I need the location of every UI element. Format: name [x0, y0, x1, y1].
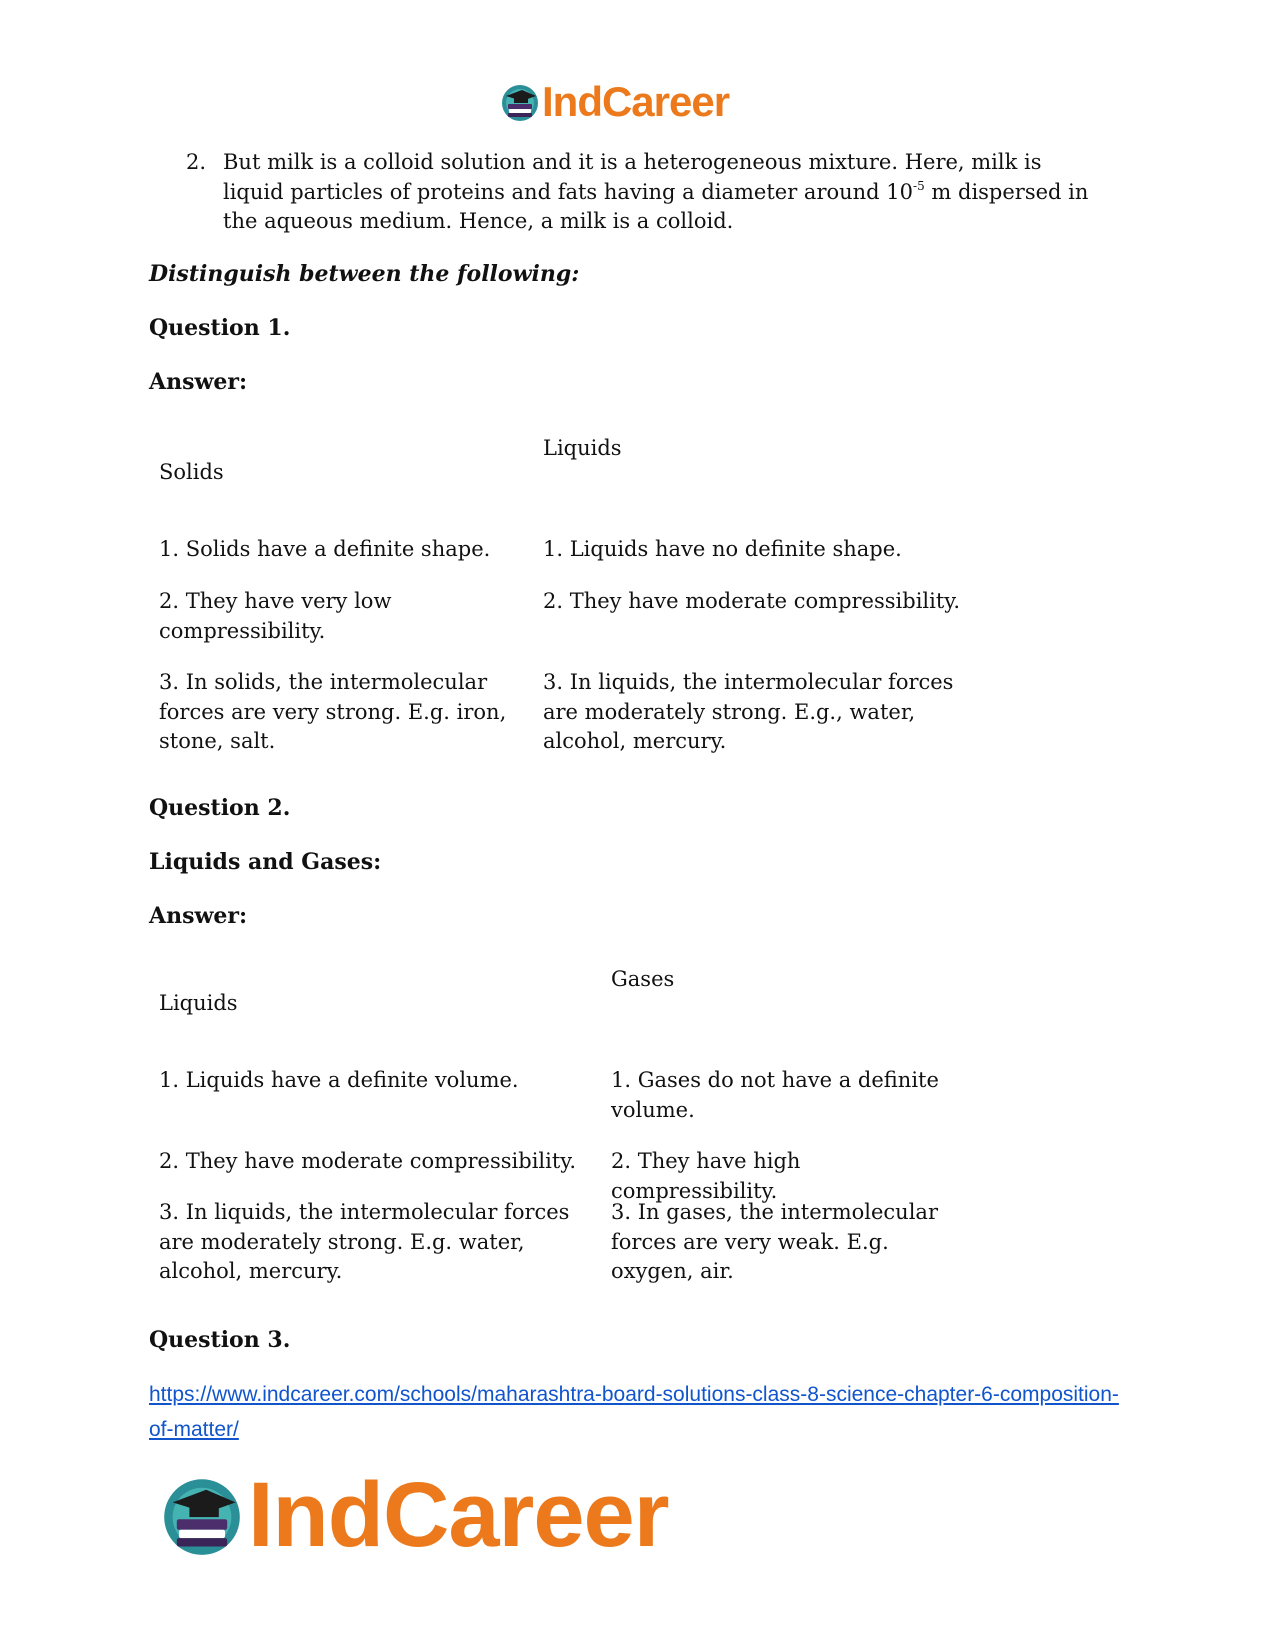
section-heading: Distinguish between the following: [149, 261, 580, 287]
table-cell: 2. They have moderate compressibility. [159, 1149, 577, 1173]
intro-list-item [186, 148, 1106, 237]
question-2-label: Question 2. [149, 795, 291, 821]
table-header-gases: Gases [611, 967, 675, 991]
table-cell: 3. In liquids, the intermolecular forces are moderately strong. E.g. water, alcohol, mercury. [159, 1200, 570, 1283]
question-2-answer-label: Answer: [149, 903, 248, 929]
table-cell: 3. In liquids, the intermolecular forces are moderately strong. E.g., water, alcohol, mercury. [543, 670, 954, 753]
question-3-label: Question 3. [149, 1327, 291, 1353]
table-cell: 2. They have moderate compressibility. [543, 589, 961, 613]
question-1-answer-label: Answer: [149, 369, 248, 395]
brand-name: IndCareer [542, 78, 730, 125]
table-header-liquids: Liquids [543, 436, 622, 460]
table-cell: 1. Liquids have no definite shape. [543, 537, 902, 561]
list-number: 2. [186, 150, 207, 174]
header-logo [500, 78, 729, 126]
source-link[interactable]: https://www.indcareer.com/schools/maharashtra-board-solutions-class-8-science-chapter-6-composition-of-matter/ [149, 1383, 1119, 1441]
table-cell: 2. They have high compressibility. [611, 1149, 801, 1203]
question-2-title: Liquids and Gases: [149, 849, 382, 875]
graduate-books-icon [160, 1473, 244, 1557]
table-cell: 3. In gases, the intermolecular forces are very weak. E.g. oxygen, air. [611, 1200, 938, 1283]
table-cell: 1. Solids have a definite shape. [159, 537, 491, 561]
table-cell: 1. Gases do not have a definite volume. [611, 1068, 939, 1122]
footer-logo [160, 1465, 669, 1565]
table-header-liquids: Liquids [159, 991, 238, 1015]
table-cell: 3. In solids, the intermolecular forces are very strong. E.g. iron, stone, salt. [159, 670, 507, 753]
table-cell: 2. They have very low compressibility. [159, 589, 392, 643]
graduate-books-icon [500, 82, 540, 122]
question-1-label: Question 1. [149, 315, 291, 341]
table-cell: 1. Liquids have a definite volume. [159, 1068, 519, 1092]
exponent: -5 [913, 178, 925, 193]
brand-name: IndCareer [248, 1464, 669, 1566]
list-text: But milk is a colloid solution and it is a heterogeneous mixture. Here, milk is liquid particles of proteins and fats having a diameter around $10^{-5}$ m dispersed in the aqueous medium. Hence, a milk is a colloid. [223, 150, 1089, 233]
table-header-solids: Solids [159, 460, 224, 484]
